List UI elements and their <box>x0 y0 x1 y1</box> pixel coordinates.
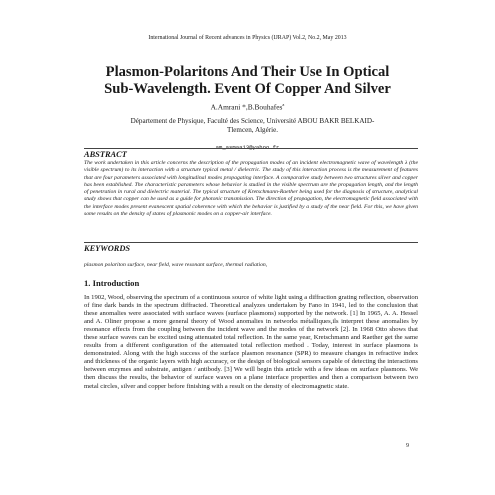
page-number: 9 <box>406 443 409 449</box>
keywords-top-rule <box>84 242 418 243</box>
paper-title <box>40 64 455 98</box>
title-line-1: Plasmon-Polaritons And Their Use In Optical <box>105 64 390 80</box>
title-line-2: Sub-Wavelength. Event Of Copper And Silver <box>104 81 391 97</box>
keywords-text: plasmon polariton surface, near field, wave resonant surface, thermal radiation, <box>84 262 268 268</box>
abstract-heading: ABSTRACT <box>84 150 127 159</box>
abstract-top-rule <box>84 148 418 149</box>
author-superscript: a <box>282 102 285 107</box>
author-email: am_asmaa13@yahoo.fr <box>215 144 280 151</box>
abstract-text: The work undertaken in this article concerns the description of the propagation modes of an incident electromagnetic wave of wavelength λ (the visible spectrum) to its interaction with a structure typical metal / dielectric. The study of this interaction process is the measurement of features that are four parameters associated with longitudinal modes propagating interface. A comparative study between two structures silver and copper has been established. The characteristic parameters whose behavior is studied in the visible spectrum are the propagation length, and the length of penetration in rural and dielectric material. The typical structure of Kretschmann-Raether being used for the diagnosis of structure, analytical study shows that copper can be used as a guide for photonic transmission. The direction of propagation, the electromagnetic field associated with the interface modes present evanescent spatial coherence with which the behavior is justified by a study of the near field. For this, we have given some results on the density of states of plasmonic modes on a copper-air interface. <box>84 160 418 218</box>
authors-text: A.Amrani *,B.Bouhafes <box>210 102 283 112</box>
introduction-text: In 1902, Wood, observing the spectrum of a continuous source of white light using a diffraction grating reflection, observation of fine dark bands in the spectrum diffracted. Theoretical analyzes undertaken by Fano in 1941, led to the conclusion that these anomalies were associated with surface waves (surface plasmons) supported by the network. [1] In 1965, A. A. Hessel and A. Oliner propose a more general theory of Wood anomalies in networks métalliques,ils interpret these anomalies by resonance effects from the coupling between the incident wave and the modes of the network [2]. In 1968 Otto shows that these surface waves can be excited using attenuated total reflection. In the same year, Kretschmann and Raether get the same results from a different configuration of the attenuated total reflection method . Today, interest in surface plasmons is demonstrated. Along with the high success of the surface plasmon resonance (SPR) to measure changes in refractive index and thickness of the organic layers with high accuracy, or the design of biological sensors capable of detecting the interactions between enzymes and substrate, antigen / antibody. [3] We will begin this article with a few ideas on surface plasmons. We then discuss the results, the behavior of surface waves on a plane interface properties and then a comparison between two metal circles, silver and copper before finishing with a result on the density of electromagnetic state. <box>84 294 418 390</box>
journal-header: International Journal of Recent advances in Physics (IJRAP) Vol.2, No.2, May 2013 <box>148 35 347 41</box>
keywords-heading: KEYWORDS <box>84 244 131 253</box>
author-list <box>0 102 495 111</box>
introduction-heading: 1. Introduction <box>84 278 140 288</box>
affiliation: Département de Physique, Faculté des Science, Université ABOU BAKR BELKAID-Tlemcen, Algérie. <box>130 117 375 135</box>
